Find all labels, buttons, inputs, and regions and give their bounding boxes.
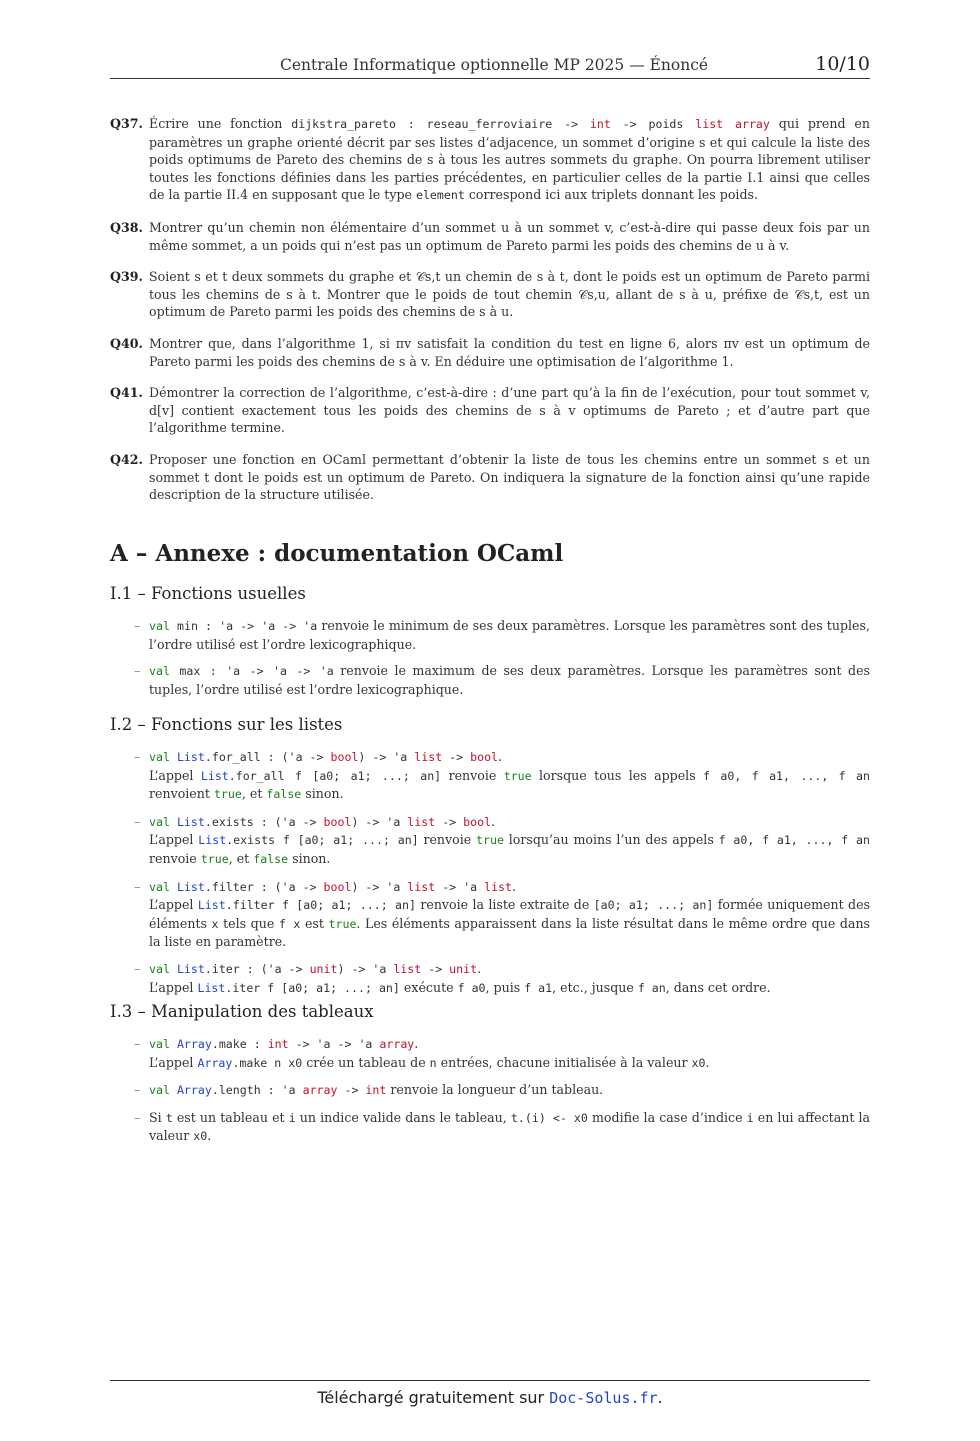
section-title: I.2 – Fonctions sur les listes — [110, 715, 343, 734]
question-text: qui prend en paramètres un graphe orienté décrit par ses listes d’adjacence, un sommet d’origine s et qui calcule la liste des poids optimums de Pareto des chemins de s à tous les autres sommets du graphe. On pourra librement utiliser toutes les fonctions définies dans les parties précédentes, en particulier celles de la partie I.1 ainsi que celles de la partie II.4 en supposant que le type — [149, 116, 870, 203]
page-footer — [110, 1380, 870, 1407]
question-text: Écrire une fonction — [149, 116, 292, 131]
question-text: Démontrer la correction de l’algorithme, c’est-à-dire : d’une part qu’à la fin de l’exécution, pour tout sommet v, d[v] contient exactement tous les poids des chemins de s à v optimums de Pareto ; et d’autre part que l’algorithme termine. — [149, 385, 870, 436]
doc-item-for-all: – val List.for_all : ('a -> bool) -> 'a list -> bool. L’appel List.for_all f [a0; a1; ...; an] renvoie true lorsque tous les appels f a0, f a1, ..., f an renvoient true, et false sinon. — [110, 748, 870, 804]
section-title: I.1 – Fonctions usuelles — [110, 584, 306, 603]
question-label: Q37. — [110, 116, 143, 131]
doc-item-min: – val min : 'a -> 'a -> 'a renvoie le minimum de ses deux paramètres. Lorsque les paramètres sont des tuples, l’ordre utilisé est l’ordre lexicographique. — [110, 617, 870, 653]
question-text: Montrer que, dans l’algorithme 1, si πv satisfait la condition du test en ligne 6, alors πv est un optimum de Pareto parmi les poids des chemins de s à v. En déduire une optimisation de l’algorithme 1. — [149, 335, 870, 369]
doc-item-array-make: – val Array.make : int -> 'a -> 'a array. L’appel Array.make n x0 crée un tableau de n entrées, chacune initialisée à la valeur x0. — [110, 1035, 870, 1072]
section-title: I.3 – Manipulation des tableaux — [110, 1002, 374, 1021]
footer-text: Téléchargé gratuitement sur Doc-Solus.fr. — [317, 1388, 663, 1407]
page-header — [110, 53, 870, 79]
questions — [110, 115, 870, 518]
question-label: Q40. — [110, 335, 143, 351]
page-number: 10/10 — [815, 53, 870, 75]
doc-item-array-set: – Si t est un tableau et i un indice valide dans le tableau, t.(i) <- x0 modifie la case d’indice i en lui affectant la valeur x0. — [110, 1109, 870, 1146]
question-text: Proposer une fonction en OCaml permettant d’obtenir la liste de tous les chemins entre un sommet s et un sommet t dont le poids est un optimum de Pareto. On indiquera la signature de la fonction ainsi qu’une rapide description de la structure utilisée. — [149, 451, 870, 503]
question-40 — [110, 335, 870, 370]
question-42 — [110, 451, 870, 504]
section-array-functions — [110, 1002, 870, 1155]
question-39 — [110, 268, 870, 321]
question-37 — [110, 115, 870, 205]
question-41 — [110, 384, 870, 437]
doc-item-filter: – val List.filter : ('a -> bool) -> 'a list -> 'a list. L’appel List.filter f [a0; a1; ...; an] renvoie la liste extraite de [a0; a1; ...; an] formée uniquement des éléments x tels que f x est true. Les éléments apparaissent dans la liste résultat dans le même ordre que dans la liste en paramètre. — [110, 878, 870, 951]
question-text: correspond ici aux triplets donnant les poids. — [464, 187, 758, 203]
section-usual-functions — [110, 584, 870, 707]
question-label: Q41. — [110, 385, 143, 401]
code-element: element — [415, 188, 465, 203]
question-label: Q42. — [110, 451, 143, 467]
section-list-functions — [110, 715, 870, 1006]
question-text: Soient s et t deux sommets du graphe et 𝒞s,t un chemin de s à t, dont le poids est un optimum de Pareto parmi tous les chemins de s à t. Montrer que le poids de tout chemin 𝒞s,u, allant de s à u, préfixe de 𝒞s,t, est un optimum de Pareto parmi les poids des chemins de s à u. — [149, 269, 870, 320]
doc-item-exists: – val List.exists : ('a -> bool) -> 'a list -> bool. L’appel List.exists f [a0; a1; ...; an] renvoie true lorsqu’au moins l’un des appels f a0, f a1, ..., f an renvoie true, et false sinon. — [110, 813, 870, 869]
question-label: Q39. — [110, 269, 143, 285]
question-label: Q38. — [110, 219, 143, 235]
annex-title: A – Annexe : documentation OCaml — [110, 540, 564, 567]
doc-item-max: – val max : 'a -> 'a -> 'a renvoie le maximum de ses deux paramètres. Lorsque les paramètres sont des tuples, l’ordre utilisé est l’ordre lexicographique. — [110, 662, 870, 698]
code-signature: dijkstra_pareto : reseau_ferroviaire -> int -> poids list array — [291, 117, 770, 131]
question-text: Montrer qu’un chemin non élémentaire d’un sommet u à un sommet v, c’est-à-dire qui passe deux fois par un même sommet, a un poids qui n’est pas un optimum de Pareto parmi les poids des chemins de u à v. — [149, 219, 870, 253]
question-38 — [110, 219, 870, 254]
footer-link[interactable]: Doc-Solus.fr — [549, 1389, 658, 1407]
doc-item-iter: – val List.iter : ('a -> unit) -> 'a list -> unit. L’appel List.iter f [a0; a1; ...; an] exécute f a0, puis f a1, etc., jusque f an, dans cet ordre. — [110, 960, 870, 997]
header-title: Centrale Informatique optionnelle MP 2025 — Énoncé — [280, 56, 709, 74]
doc-item-array-length: – val Array.length : 'a array -> int renvoie la longueur d’un tableau. — [110, 1081, 870, 1100]
